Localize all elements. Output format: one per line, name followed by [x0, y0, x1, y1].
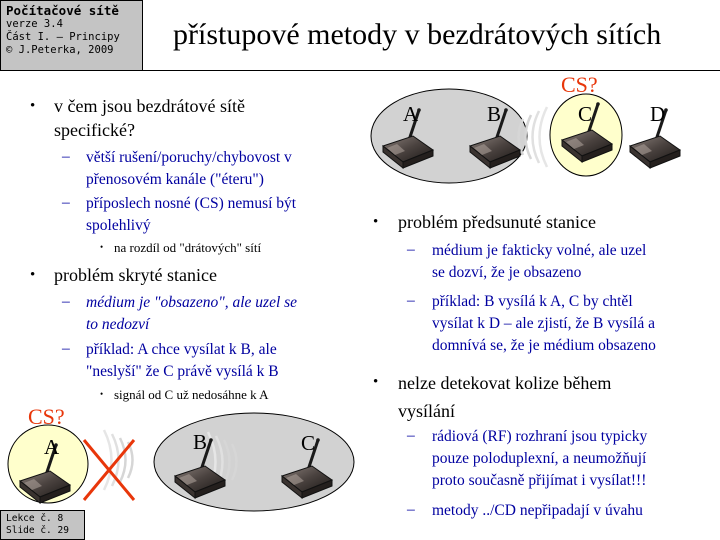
- text-line: "neslyší" že C právě vysílá k B: [86, 363, 279, 380]
- dash-marker: –: [62, 340, 70, 357]
- course-version: verze 3.4: [6, 18, 63, 30]
- text-line: domnívá se, že je médium obsazeno: [432, 337, 656, 354]
- top-ellipse-ab: [371, 89, 527, 183]
- left-sub-4-sub: signál od C už nedosáhne k A: [114, 387, 269, 402]
- dash-marker: –: [62, 148, 70, 165]
- bullet-dot: •: [30, 98, 36, 114]
- text-line: proto současně přijímat i vysílat!!!: [432, 472, 647, 489]
- dot-marker: •: [100, 242, 104, 252]
- right-bullet-1: problém předsunuté stanice: [398, 212, 596, 232]
- text-line: větší rušení/poruchy/chybovost v: [86, 149, 292, 166]
- dash-marker: –: [407, 501, 415, 518]
- text-line: se dozví, že je obsazeno: [432, 264, 582, 281]
- top-node-d-label: D: [650, 102, 666, 126]
- left-bullet-2: problém skryté stanice: [54, 265, 217, 285]
- top-cs-label: CS?: [561, 72, 598, 97]
- bottom-cs-label: CS?: [28, 404, 65, 429]
- dash-marker: –: [62, 194, 70, 211]
- course-part: Část I. – Principy: [6, 31, 120, 44]
- slide-number-box: [0, 510, 85, 540]
- dash-marker: –: [62, 293, 70, 310]
- bullet-dot: •: [373, 214, 379, 230]
- left-sub-3: [86, 292, 297, 336]
- text-line: příklad: A chce vysílat k B, ale: [86, 341, 277, 358]
- text-line: příklad: B vysílá k A, C by chtěl: [432, 293, 633, 310]
- bottom-ellipse-bc: [154, 413, 354, 511]
- bottom-node-a-label: A: [44, 435, 60, 459]
- top-node-a-label: A: [403, 102, 419, 126]
- right-sub-2: [432, 291, 656, 357]
- course-copyright: © J.Peterka, 2009: [6, 44, 114, 57]
- left-sub-2: [86, 193, 296, 237]
- dot-marker: •: [100, 389, 104, 399]
- text-line: přenosovém kanále ("éteru"): [86, 171, 264, 188]
- dash-marker: –: [407, 292, 415, 309]
- text-line: rádiová (RF) rozhraní jsou typicky: [432, 428, 648, 445]
- text-line: médium je fakticky volné, ale uzel: [432, 242, 647, 259]
- dash-marker: –: [407, 241, 415, 258]
- bullet-dot: •: [30, 267, 36, 283]
- bullet-dot: •: [373, 374, 379, 390]
- left-sub-4: [86, 339, 279, 383]
- dash-marker: –: [407, 427, 415, 444]
- text-line: specifické?: [54, 120, 135, 140]
- right-bullet-2: [398, 369, 611, 425]
- left-bullet-1: [54, 94, 245, 142]
- text-line: nelze detekovat kolize během: [398, 373, 612, 393]
- text-line: příposlech nosné (CS) nemusí být: [86, 195, 297, 212]
- right-sub-1: [432, 240, 646, 284]
- text-line: vysílání: [398, 401, 455, 421]
- top-node-b-label: B: [487, 102, 502, 126]
- text-line: vysílat k D – ale zjistí, že B vysílá a: [432, 315, 655, 332]
- lesson-number: Lekce č. 8: [6, 513, 64, 524]
- text-line: v čem jsou bezdrátové sítě: [54, 96, 245, 116]
- text-line: spolehlivý: [86, 217, 151, 234]
- right-sub-3: [432, 426, 647, 492]
- left-sub-1: [86, 147, 292, 191]
- right-sub-4: metody ../CD nepřipadají v úvahu: [432, 502, 643, 519]
- top-node-c-label: C: [578, 102, 593, 126]
- slide-title: přístupové metody v bezdrátových sítích: [173, 18, 662, 51]
- left-sub-2-sub: na rozdíl od "drátových" sítí: [114, 240, 262, 255]
- bottom-node-c-label: C: [301, 431, 316, 455]
- text-line: médium je "obsazeno", ale uzel se: [86, 294, 298, 311]
- text-line: to nedozví: [86, 316, 150, 333]
- bottom-node-b-label: B: [193, 430, 208, 454]
- slide-number: Slide č. 29: [6, 525, 69, 536]
- course-name: Počítačové sítě: [6, 3, 119, 18]
- text-line: pouze poloduplexní, a neumožňují: [432, 450, 647, 467]
